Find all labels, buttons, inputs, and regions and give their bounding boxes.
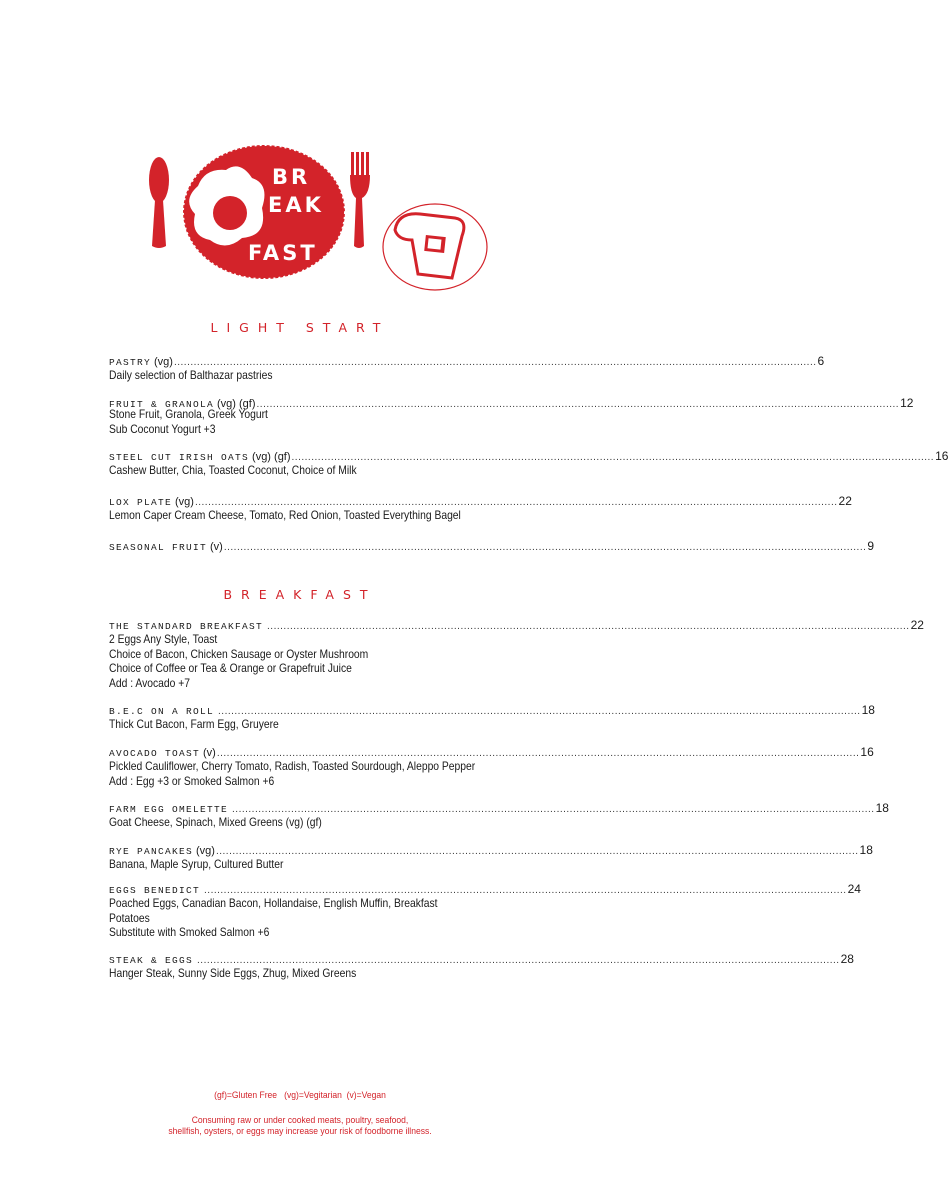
leader-dots: .................................................................................................................................................................................................... (291, 452, 935, 463)
item-description: Daily selection of Balthazar pastries (109, 368, 273, 382)
item-description: Hanger Steak, Sunny Side Eggs, Zhug, Mixed Greens (109, 966, 357, 980)
item-description: Poached Eggs, Canadian Bacon, Hollandaise, English Muffin, Breakfast (109, 896, 438, 910)
leader-dots: .................................................................................................................................................................................................... (173, 357, 817, 368)
leader-dots: .................................................................................................................................................................................................... (218, 706, 861, 717)
menu-item-pastry (109, 354, 825, 383)
item-tags: (v) (210, 541, 223, 553)
breakfast-illustration (0, 0, 600, 300)
logo-letters-eak: EAK (268, 193, 324, 217)
item-tags: (vg) (gf) (217, 398, 256, 410)
leader-dots: .................................................................................................................................................................................................... (194, 497, 838, 508)
item-name: B.E.C ON A ROLL (109, 706, 215, 717)
item-description: Add : Avocado +7 (109, 675, 191, 690)
menu-item-bec-roll (109, 703, 875, 732)
logo-letters-fast: FAST (248, 241, 318, 265)
item-description: Cashew Butter, Chia, Toasted Coconut, Choice of Milk (109, 463, 357, 477)
item-description: Goat Cheese, Spinach, Mixed Greens (vg) (gf) (109, 815, 322, 829)
menu-item-rye-pancakes (109, 843, 873, 872)
item-name: FARM EGG OMELETTE (109, 804, 229, 815)
item-name: RYE PANCAKES (109, 846, 194, 857)
item-name: SEASONAL FRUIT (109, 542, 208, 553)
item-description: 2 Eggs Any Style, Toast (109, 632, 218, 646)
leader-dots: .................................................................................................................................................................................................... (216, 748, 860, 759)
menu-item-avocado-toast (109, 745, 874, 788)
food-safety-warning (30, 1115, 570, 1137)
item-description: Add : Egg +3 or Smoked Salmon +6 (109, 773, 275, 788)
item-name: STEEL CUT IRISH OATS (109, 452, 250, 463)
warning-line: Consuming raw or under cooked meats, poultry, seafood, (191, 1115, 409, 1126)
item-name: STEAK & EGGS (109, 955, 194, 966)
item-tags: (vg) (196, 845, 215, 857)
item-name: THE STANDARD BREAKFAST (109, 621, 264, 632)
warning-line: shellfish, oysters, or eggs may increase your risk of foodborne illness. (168, 1126, 432, 1137)
menu-item-seasonal-fruit (109, 539, 875, 553)
item-name: AVOCADO TOAST (109, 748, 201, 759)
item-description: Stone Fruit, Granola, Greek Yogurt (109, 407, 268, 421)
leader-dots: .................................................................................................................................................................................................... (232, 804, 875, 815)
item-price: 18 (861, 703, 875, 717)
item-tags: (vg) (154, 356, 173, 368)
item-name: PASTRY (109, 357, 152, 368)
leader-dots: .................................................................................................................................................................................................... (223, 542, 867, 553)
fork-icon (350, 152, 370, 248)
item-name: LOX PLATE (109, 497, 173, 508)
menu-item-fruit-granola (109, 396, 914, 436)
item-price: 22 (838, 494, 852, 508)
leader-dots: .................................................................................................................................................................................................... (267, 621, 910, 632)
toast-icon (383, 204, 487, 290)
item-price: 22 (910, 618, 924, 632)
item-description: Pickled Cauliflower, Cherry Tomato, Radish, Toasted Sourdough, Aleppo Pepper (109, 759, 476, 773)
spoon-icon (149, 157, 169, 248)
item-price: 9 (867, 539, 875, 553)
logo-letters-br: BR (272, 165, 311, 189)
item-price: 18 (859, 843, 873, 857)
item-price: 18 (875, 801, 889, 815)
item-price: 12 (900, 396, 914, 410)
leader-dots: .................................................................................................................................................................................................... (215, 846, 859, 857)
menu-item-farm-egg-omelette (109, 801, 889, 830)
item-tags: (vg) (175, 496, 194, 508)
item-description: Choice of Coffee or Tea & Orange or Grapefruit Juice (109, 661, 352, 675)
menu-item-standard-breakfast (109, 618, 924, 690)
item-description: Sub Coconut Yogurt +3 (109, 421, 216, 436)
menu-item-lox-plate (109, 494, 852, 523)
item-price: 6 (817, 354, 825, 368)
leader-dots: .................................................................................................................................................................................................... (256, 399, 900, 410)
item-name: EGGS BENEDICT (109, 885, 201, 896)
item-tags: (vg) (gf) (252, 451, 291, 463)
item-description: Thick Cut Bacon, Farm Egg, Gruyere (109, 717, 279, 731)
item-description: Lemon Caper Cream Cheese, Tomato, Red Onion, Toasted Everything Bagel (109, 508, 461, 522)
menu-item-irish-oats (109, 449, 948, 478)
leader-dots: .................................................................................................................................................................................................... (197, 955, 840, 966)
item-description: Choice of Bacon, Chicken Sausage or Oyster Mushroom (109, 646, 369, 661)
item-description: Substitute with Smoked Salmon +6 (109, 925, 270, 939)
menu-item-steak-eggs (109, 952, 854, 981)
leader-dots: .................................................................................................................................................................................................... (204, 885, 847, 896)
section-title-breakfast: BREAKFAST (223, 587, 377, 602)
section-title-light-start: LIGHT START (210, 320, 390, 335)
item-price: 24 (847, 882, 861, 896)
item-name: FRUIT & GRANOLA (109, 399, 215, 410)
item-tags: (v) (203, 747, 216, 759)
item-price: 28 (840, 952, 854, 966)
item-price: 16 (935, 449, 948, 463)
dietary-legend: (gf)=Gluten Free (vg)=Vegitarian (v)=Vegan (214, 1090, 386, 1101)
menu-item-eggs-benedict (109, 882, 861, 940)
item-description: Potatoes (109, 910, 150, 925)
item-price: 16 (860, 745, 874, 759)
item-description: Banana, Maple Syrup, Cultured Butter (109, 857, 284, 871)
